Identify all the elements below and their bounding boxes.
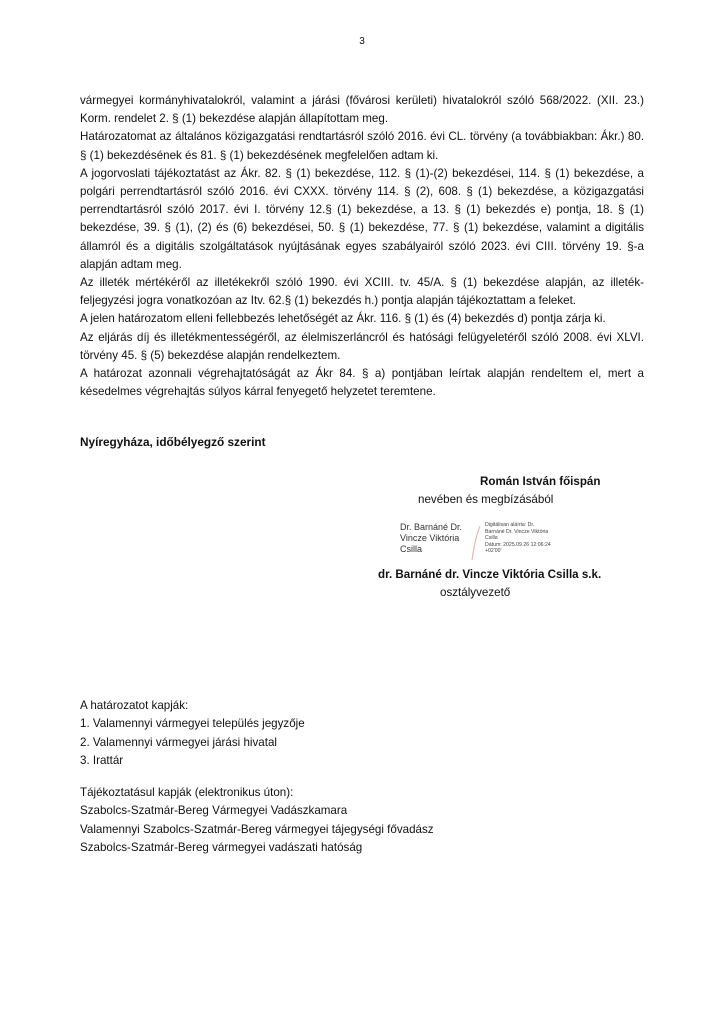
stamp-right-line: Dátum: 2025.09.26 12:06:24: [485, 541, 551, 548]
list-item: Szabolcs-Szatmár-Bereg vármegyei vadászati hatóság: [80, 840, 363, 854]
list-item: Valamennyi Szabolcs-Szatmár-Bereg vármegyei tájegységi fővadász: [80, 822, 434, 836]
signature-mark-icon: [470, 524, 484, 562]
stamp-left-line: Csilla: [400, 544, 423, 554]
principal-name: Román István főispán: [480, 475, 601, 488]
recipients-list: [80, 697, 305, 770]
list-item: 1. Valamennyi vármegyei település jegyzője: [80, 717, 305, 731]
stamp-right-line: +02'00': [485, 548, 502, 555]
list-item: Szabolcs-Szatmár-Bereg Vármegyei Vadászkamara: [80, 804, 348, 818]
stamp-left-line: Dr. Barnáné Dr.: [400, 522, 463, 532]
digital-signature-stamp: [400, 522, 600, 562]
info-recipients-list: [80, 784, 434, 857]
paragraph-fee-info: Az illeték mértékéről az illetékekről szóló 1990. évi XCIII. tv. 45/A. § (1) bekezdése alapján, az illeték-feljegyzési jogra vonatkozóan az Itv. 62.§ (1) bekezdés h.) pontja alapján tájékoztattam a feleket.: [80, 276, 644, 308]
stamp-signer-name: [400, 522, 478, 555]
document-body: [80, 92, 644, 401]
recipients-heading: A határozatot kapják:: [80, 699, 189, 712]
stamp-right-line: Barnáné Dr. Vincze Viktória: [485, 528, 549, 535]
place-date: Nyíregyháza, időbélyegző szerint: [80, 435, 266, 449]
paragraph-fee-exemption: Az eljárás díj és illetékmentességéről, az élelmiszerláncról és hatósági felügyeletéről szóló 2008. évi XLVI. törvény 45. § (5) bekezdése alapján rendelkeztem.: [80, 330, 644, 362]
paragraph-enforcement: A határozat azonnali végrehajtatóságát az Ákr 84. § a) pontjában leírtak alapján rendeltem el, mert a késedelmes végrehajtás súlyos kárral fenyegető helyzetet teremtene.: [80, 367, 644, 399]
signer-name: dr. Barnáné dr. Vincze Viktória Csilla s.k.: [378, 568, 602, 581]
page-number: 3: [359, 36, 365, 47]
paragraph-legal-basis: Határozatomat az általános közigazgatási rendtartásról szóló 2016. évi CL. törvény (a továbbiakban: Ákr.) 80. § (1) bekezdésének és 81. § (1) bekezdésének megfelelően adtam ki.: [80, 130, 644, 162]
stamp-left-line: Vincze Viktória: [400, 533, 460, 543]
stamp-details: [485, 522, 595, 555]
info-recipients-heading: Tájékoztatásul kapják (elektronikus úton):: [80, 786, 294, 799]
paragraph-appeal-exclusion: A jelen határozatom elleni fellebbezés lehetőségét az Ákr. 116. § (1) és (4) bekezdés d) pontja zárja ki.: [80, 312, 606, 326]
paragraph-remedy-info: A jogorvoslati tájékoztatást az Ákr. 82. § (1) bekezdése, 112. § (1)-(2) bekezdései, 114. § (1) bekezdése, a polgári perrendtartásról szóló 2016. évi CXXX. törvény 114. § (2), 608. § (1) bekezdése, a közigazgatási perrendtartásról szóló 2017. évi I. törvény 12.§ (1) bekezdése, a 13. § (1) bekezdés e) pontja, 18. § (1) bekezdése, 39. § (1), (2) és (6) bekezdései, 50. § (1) bekezdése, 77. § (1) bekezdése, valamint a digitális államról és a digitális szolgáltatások nyújtásának egyes szabályairól szóló 2023. évi CIII. törvény 19. §-a alapján adtam meg.: [80, 166, 644, 271]
stamp-right-line: Csilla: [485, 535, 498, 542]
signer-role: osztályvezető: [440, 586, 511, 599]
paragraph-authority: vármegyei kormányhivatalokról, valamint a járási (fővárosi kerületi) hivatalokról szóló 568/2022. (XII. 23.) Korm. rendelet 2. § (1) bekezdése alapján állapítottam meg.: [80, 94, 644, 126]
principal-role: nevében és megbízásából: [418, 493, 554, 506]
list-item: 3. Irattár: [80, 753, 124, 767]
stamp-right-line: Digitálisan aláírta: Dr.: [485, 522, 535, 528]
list-item: 2. Valamennyi vármegyei járási hivatal: [80, 735, 277, 749]
